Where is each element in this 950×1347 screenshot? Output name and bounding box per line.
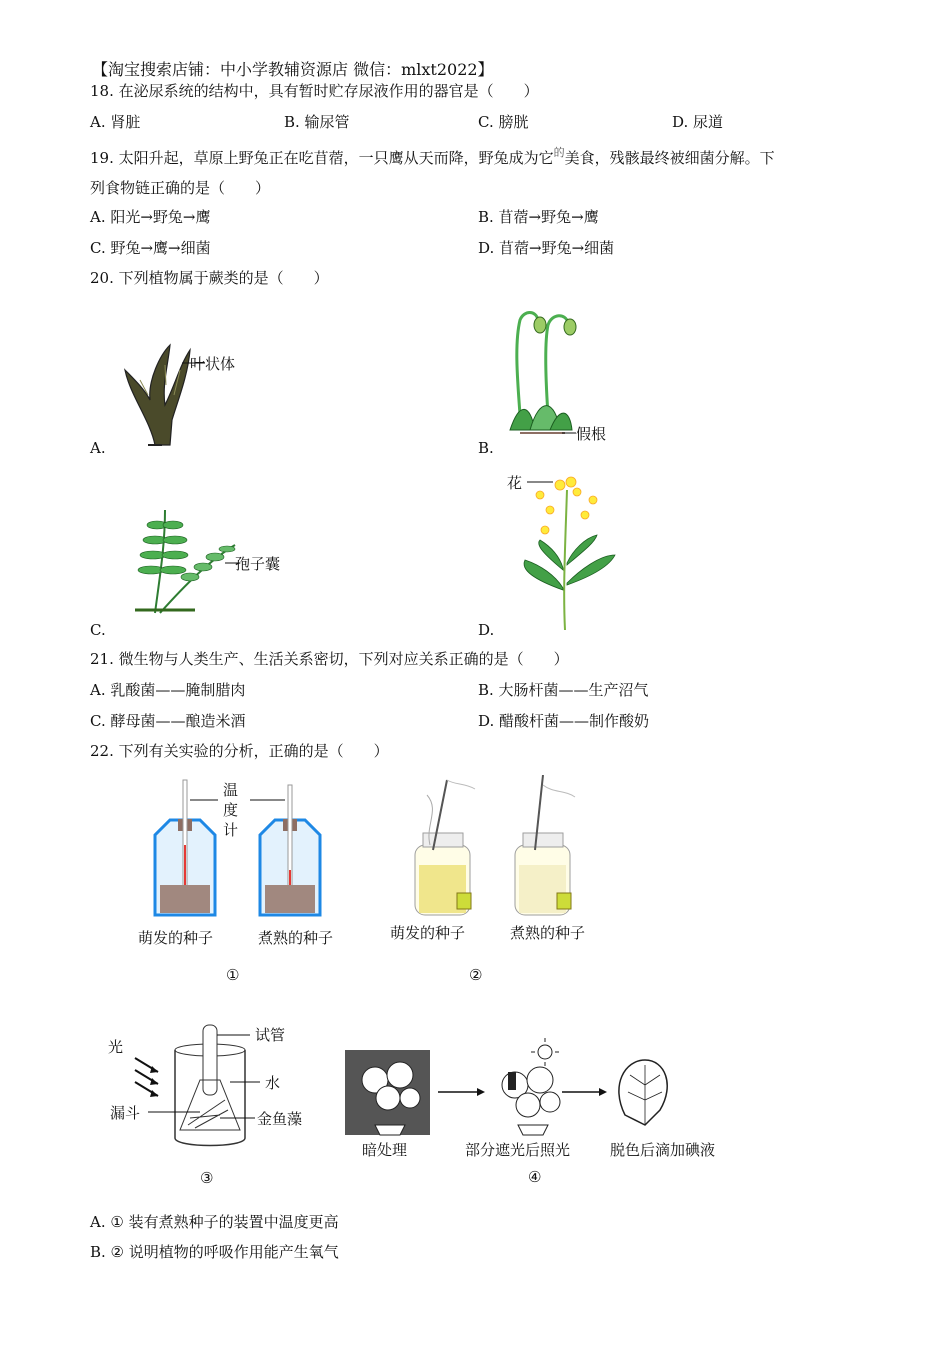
leaf-starch-experiment-figure xyxy=(340,1030,740,1190)
q18-option-d: D. 尿道 xyxy=(672,113,724,131)
q19-option-b: B. 苜蓿→野兔→鹰 xyxy=(478,208,599,226)
question-22-stem: 22. 下列有关实验的分析，正确的是（ ） xyxy=(90,742,389,760)
fig4-number: ④ xyxy=(528,1168,542,1186)
fern-figure xyxy=(115,505,295,620)
moss-figure xyxy=(500,305,630,445)
light-label: 光 xyxy=(108,1038,124,1056)
q19-stem-superscript: 的 xyxy=(553,146,565,159)
test-tube-label: 试管 xyxy=(255,1026,286,1044)
fern-label: 孢子囊 xyxy=(235,555,281,573)
fig1-number: ① xyxy=(226,966,240,984)
fig2-right-caption: 煮熟的种子 xyxy=(510,924,586,942)
q19-option-c: C. 野兔→鹰→细菌 xyxy=(90,239,211,257)
q21-option-c: C. 酵母菌——酿造米酒 xyxy=(90,712,246,730)
q19-option-a: A. 阳光→野兔→鹰 xyxy=(90,208,211,226)
moss-label: 假根 xyxy=(576,425,607,443)
question-21-stem: 21. 微生物与人类生产、生活关系密切，下列对应关系正确的是（ ） xyxy=(90,650,569,668)
thermos-experiment-figure xyxy=(130,775,360,985)
q21-option-d: D. 醋酸杆菌——制作酸奶 xyxy=(478,712,650,730)
thermometer-label-2: 度 xyxy=(223,801,239,819)
fig1-left-caption: 萌发的种子 xyxy=(138,929,214,947)
thermometer-label-1: 温 xyxy=(223,781,239,799)
thermometer-label-3: 计 xyxy=(223,821,239,839)
jar-candle-experiment-figure xyxy=(385,775,615,985)
q20-option-d: D. xyxy=(478,621,495,639)
seaweed-label: 叶状体 xyxy=(190,355,236,373)
q18-option-c: C. 膀胱 xyxy=(478,113,529,131)
q22-option-b: B. ② 说明植物的呼吸作用能产生氧气 xyxy=(90,1243,339,1261)
fig2-number: ② xyxy=(469,966,483,984)
fig4-step2-caption: 部分遮光后照光 xyxy=(465,1141,571,1159)
q21-option-b: B. 大肠杆菌——生产沼气 xyxy=(478,681,649,699)
q21-option-a: A. 乳酸菌——腌制腊肉 xyxy=(90,681,246,699)
water-label: 水 xyxy=(265,1074,281,1092)
header-banner: 【淘宝搜索店铺：中小学教辅资源店 微信：mlxt2022】 xyxy=(92,60,494,79)
aquatic-plant-experiment-figure xyxy=(100,1020,330,1190)
question-19-stem-line2: 列食物链正确的是（ ） xyxy=(90,179,271,197)
q19-stem-part2: 美食，残骸最终被细菌分解。下 xyxy=(564,149,775,167)
fig2-left-caption: 萌发的种子 xyxy=(390,924,466,942)
funnel-label: 漏斗 xyxy=(110,1104,141,1122)
seaweed-figure xyxy=(110,325,260,455)
question-19-stem xyxy=(90,148,775,170)
fig4-step3-caption: 脱色后滴加碘液 xyxy=(610,1141,716,1159)
aquatic-weed-label: 金鱼藻 xyxy=(257,1110,303,1128)
fig3-number: ③ xyxy=(200,1169,214,1187)
flower-label: 花 xyxy=(507,474,523,492)
q20-option-a: A. xyxy=(90,439,106,457)
q18-option-a: A. 肾脏 xyxy=(90,113,141,131)
q20-option-c: C. xyxy=(90,621,106,639)
q22-option-a: A. ① 装有煮熟种子的装置中温度更高 xyxy=(90,1213,339,1231)
fig1-right-caption: 煮熟的种子 xyxy=(258,929,334,947)
flowering-plant-figure xyxy=(505,470,635,635)
q19-option-d: D. 苜蓿→野兔→细菌 xyxy=(478,239,615,257)
q20-option-b: B. xyxy=(478,439,494,457)
question-20-stem: 20. 下列植物属于蕨类的是（ ） xyxy=(90,269,329,287)
question-18-stem: 18. 在泌尿系统的结构中，具有暂时贮存尿液作用的器官是（ ） xyxy=(90,82,539,100)
q19-stem-part1: 19. 太阳升起，草原上野兔正在吃苜蓿，一只鹰从天而降，野兔成为它 xyxy=(90,149,554,167)
q18-option-b: B. 输尿管 xyxy=(284,113,350,131)
fig4-step1-caption: 暗处理 xyxy=(362,1141,408,1159)
